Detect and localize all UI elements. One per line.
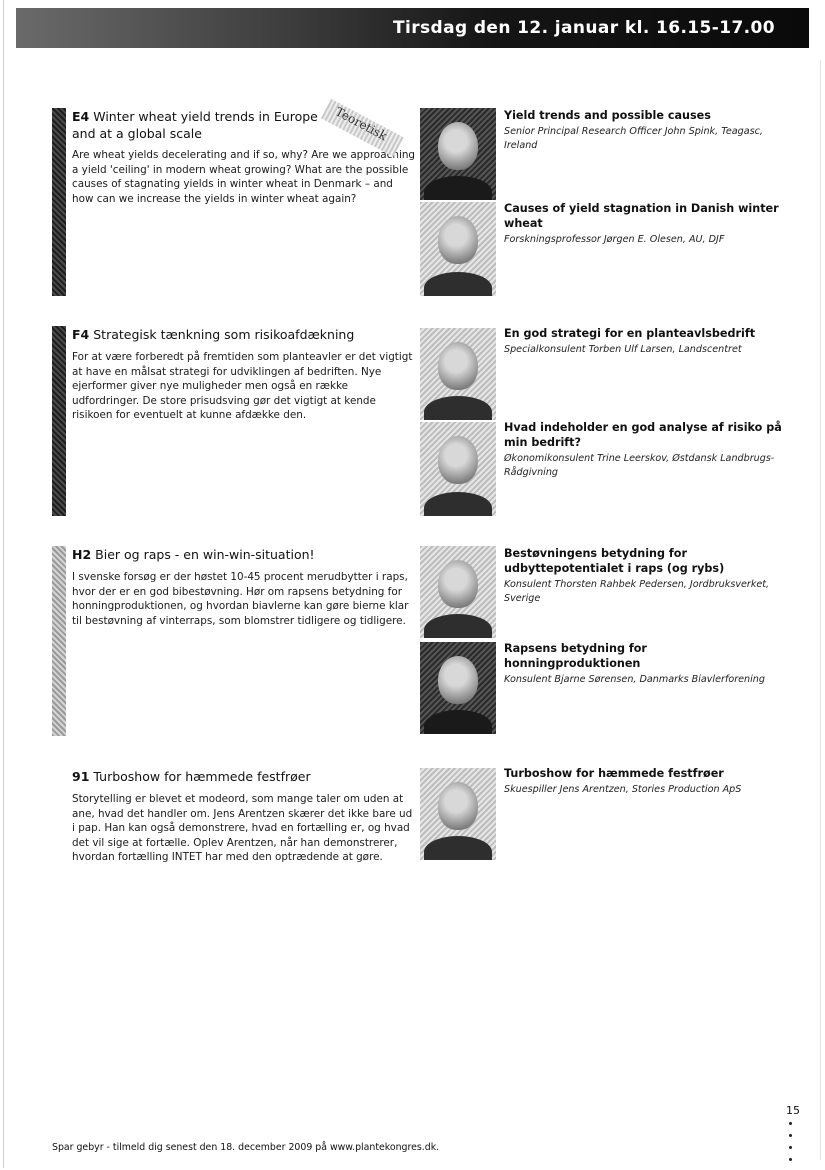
talk-item [504, 766, 784, 797]
stamp-label: Teoretisk [333, 104, 390, 144]
photo-shoulders [424, 492, 492, 516]
session-h2 [52, 546, 412, 736]
talk-speaker: Skuespiller Jens Arentzen, Stories Production ApS [504, 784, 742, 795]
photo-head [438, 656, 478, 704]
speaker-photo [420, 328, 496, 420]
session-code: E4 [72, 109, 90, 124]
speaker-photo [420, 108, 496, 200]
session-description: I svenske forsøg er der høstet 10-45 procent merudbytter i raps, hvor der er en god bibestøvning. Hør om rapsens betydning for honningproduktionen, og hvordan biavlerne kan gøre bierne klar til bestøvning af vinterraps, som blomstrer tidligere og tidligere. [72, 571, 409, 627]
photo-head [438, 122, 478, 170]
session-f4 [52, 326, 412, 516]
talk-speaker: Konsulent Thorsten Rahbek Pedersen, Jordbruksverket, Sverige [504, 579, 770, 604]
session-color-bar [52, 108, 66, 296]
talk-item [504, 641, 784, 687]
talk-speaker: Økonomikonsulent Trine Leerskov, Østdansk Landbrugs-Rådgivning [504, 453, 775, 478]
talk-item [504, 420, 784, 479]
photo-shoulders [424, 176, 492, 200]
photo-shoulders [424, 614, 492, 638]
talk-speaker: Specialkonsulent Torben Ulf Larsen, Landscentret [504, 344, 742, 355]
session-description: For at være forberedt på fremtiden som planteavler er det vigtigt at have en målsat strategi for udviklingen af bedriften. Nye ejerformer giver nye muligheder men også en række udfordringer. De store prisudsving gør det vigtigt at kende risikoen for eventuelt at kunne afdække den. [72, 351, 413, 422]
speaker-photo [420, 546, 496, 638]
talk-item [504, 546, 784, 605]
session-title-text: Winter wheat yield trends in Europe and at a global scale [72, 109, 318, 141]
session-title-text: Bier og raps - en win-win-situation! [95, 547, 315, 562]
session-description: Storytelling er blevet et modeord, som mange taler om uden at ane, hvad det handler om. Jens Arentzen skærer det ikke bare ud i pap. Han kan også demonstrere, hvad en fortælling er, og hvad det vil sige at fortælle. Oplev Arentzen, når han demonstrerer, hvordan fortælling INTET har med den optrædende at gøre. [72, 793, 413, 864]
photo-shoulders [424, 836, 492, 860]
photo-head [438, 216, 478, 264]
session-color-bar [52, 326, 66, 516]
talk-speaker: Forskningsprofessor Jørgen E. Olesen, AU, DJF [504, 234, 725, 245]
photo-shoulders [424, 272, 492, 296]
dot [789, 1122, 792, 1125]
speaker-photo [420, 642, 496, 734]
photo-head [438, 436, 478, 484]
talk-item [504, 201, 784, 247]
photo-shoulders [424, 396, 492, 420]
session-code: 91 [72, 769, 90, 784]
talk-item [504, 108, 784, 152]
session-title [72, 326, 402, 343]
session-color-bar [52, 546, 66, 736]
session-description: Are wheat yields decelerating and if so, why? Are we approaching a yield 'ceiling' in modern wheat growing? What are the possible causes of stagnating yields in winter wheat in Denmark – and how can we increase the yields in winter wheat again? [72, 149, 416, 205]
scan-edge-left [3, 0, 4, 1168]
session-title-text: Strategisk tænkning som risikoafdækning [93, 327, 355, 342]
speaker-photo [420, 422, 496, 516]
session-title [72, 108, 332, 142]
session-title-text: Turboshow for hæmmede festfrøer [93, 769, 311, 784]
photo-shoulders [424, 710, 492, 734]
page-number: 15 [786, 1104, 800, 1117]
session-91 [52, 768, 412, 878]
decorative-dots [789, 1122, 792, 1170]
talk-title: Bestøvningens betydning for udbyttepotentialet i raps (og rybs) [504, 547, 725, 575]
talk-title: Yield trends and possible causes [504, 109, 711, 122]
session-code: F4 [72, 327, 90, 342]
header-band [16, 8, 809, 48]
session-code: H2 [72, 547, 92, 562]
talk-title: Causes of yield stagnation in Danish winter wheat [504, 202, 779, 230]
photo-head [438, 342, 478, 390]
talk-item [504, 326, 784, 357]
speaker-photo [420, 768, 496, 860]
talk-title: Hvad indeholder en god analyse af risiko på min bedrift? [504, 421, 782, 449]
talk-title: En god strategi for en planteavlsbedrift [504, 327, 756, 340]
speaker-photo [420, 202, 496, 296]
session-title [72, 768, 402, 785]
talk-title: Turboshow for hæmmede festfrøer [504, 767, 724, 780]
session-title [72, 546, 402, 563]
dot [789, 1146, 792, 1149]
talk-title: Rapsens betydning for honningproduktionen [504, 642, 647, 670]
photo-head [438, 560, 478, 608]
photo-head [438, 782, 478, 830]
page-header-title: Tirsdag den 12. januar kl. 16.15-17.00 [393, 18, 775, 38]
scan-edge-right [820, 60, 821, 1160]
talk-speaker: Senior Principal Research Officer John Spink, Teagasc, Ireland [504, 126, 763, 151]
footer-registration-note: Spar gebyr - tilmeld dig senest den 18. december 2009 på www.plantekongres.dk. [52, 1142, 440, 1153]
dot [789, 1134, 792, 1137]
dot [789, 1158, 792, 1161]
talk-speaker: Konsulent Bjarne Sørensen, Danmarks Biavlerforening [504, 674, 765, 685]
